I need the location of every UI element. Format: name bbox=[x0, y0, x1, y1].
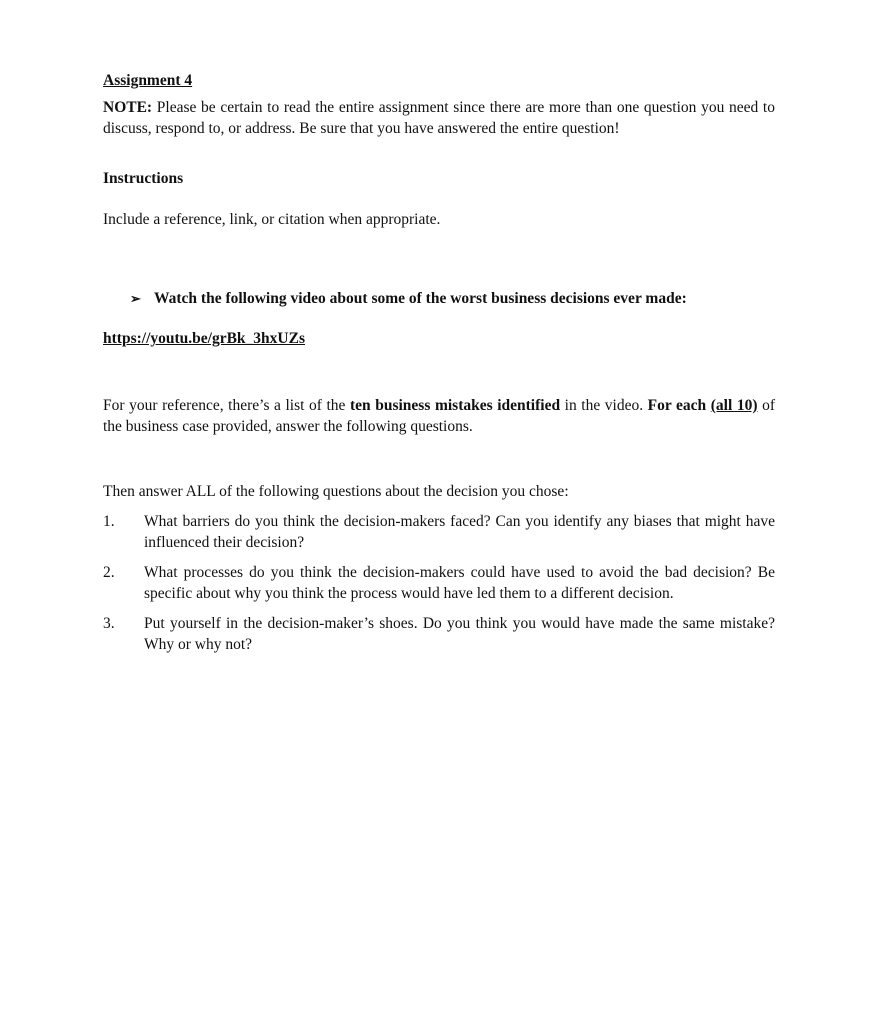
reference-underlined: (all 10) bbox=[710, 397, 758, 414]
question-text: What barriers do you think the decision-makers faced? Can you identify any biases that might have influenced their decision? bbox=[144, 513, 775, 551]
reference-bold2: For each bbox=[647, 397, 711, 414]
question-number: 1. bbox=[103, 513, 115, 530]
questions-list bbox=[103, 511, 775, 655]
note-text: Please be certain to read the entire assignment since there are more than one question you need to discuss, respond to, or address. Be sure that you have answered the entire question! bbox=[103, 99, 775, 137]
question-text: What processes do you think the decision-makers could have used to avoid the bad decision? Be specific about why you think the process would have led them to a different decision. bbox=[144, 564, 775, 602]
arrow-bullet-icon: ➢ bbox=[130, 291, 141, 306]
question-item bbox=[103, 562, 775, 604]
reference-part1: For your reference, there’s a list of the bbox=[103, 397, 350, 414]
question-item bbox=[103, 613, 775, 655]
video-link[interactable]: https://youtu.be/grBk_3hxUZs bbox=[103, 330, 305, 347]
assignment-title: Assignment 4 bbox=[103, 72, 193, 89]
question-item bbox=[103, 511, 775, 553]
note-paragraph bbox=[103, 97, 775, 139]
instructions-heading: Instructions bbox=[103, 170, 184, 187]
instructions-text: Include a reference, link, or citation when appropriate. bbox=[103, 211, 441, 228]
question-number: 2. bbox=[103, 564, 115, 581]
question-text: Put yourself in the decision-maker’s shoes. Do you think you would have made the same mistake? Why or why not? bbox=[144, 615, 775, 653]
reference-bold1: ten business mistakes identified bbox=[350, 397, 561, 414]
video-bullet-text: Watch the following video about some of the worst business decisions ever made: bbox=[154, 290, 687, 307]
then-instruction: Then answer ALL of the following questions about the decision you chose: bbox=[103, 483, 569, 500]
question-number: 3. bbox=[103, 615, 115, 632]
note-label: NOTE: bbox=[103, 99, 153, 116]
reference-paragraph bbox=[103, 395, 775, 437]
video-bullet bbox=[130, 288, 775, 309]
reference-part3: of the business case provided, answer the following questions. bbox=[103, 397, 775, 435]
reference-part2: in the video. bbox=[560, 397, 648, 414]
document-page bbox=[103, 70, 775, 664]
